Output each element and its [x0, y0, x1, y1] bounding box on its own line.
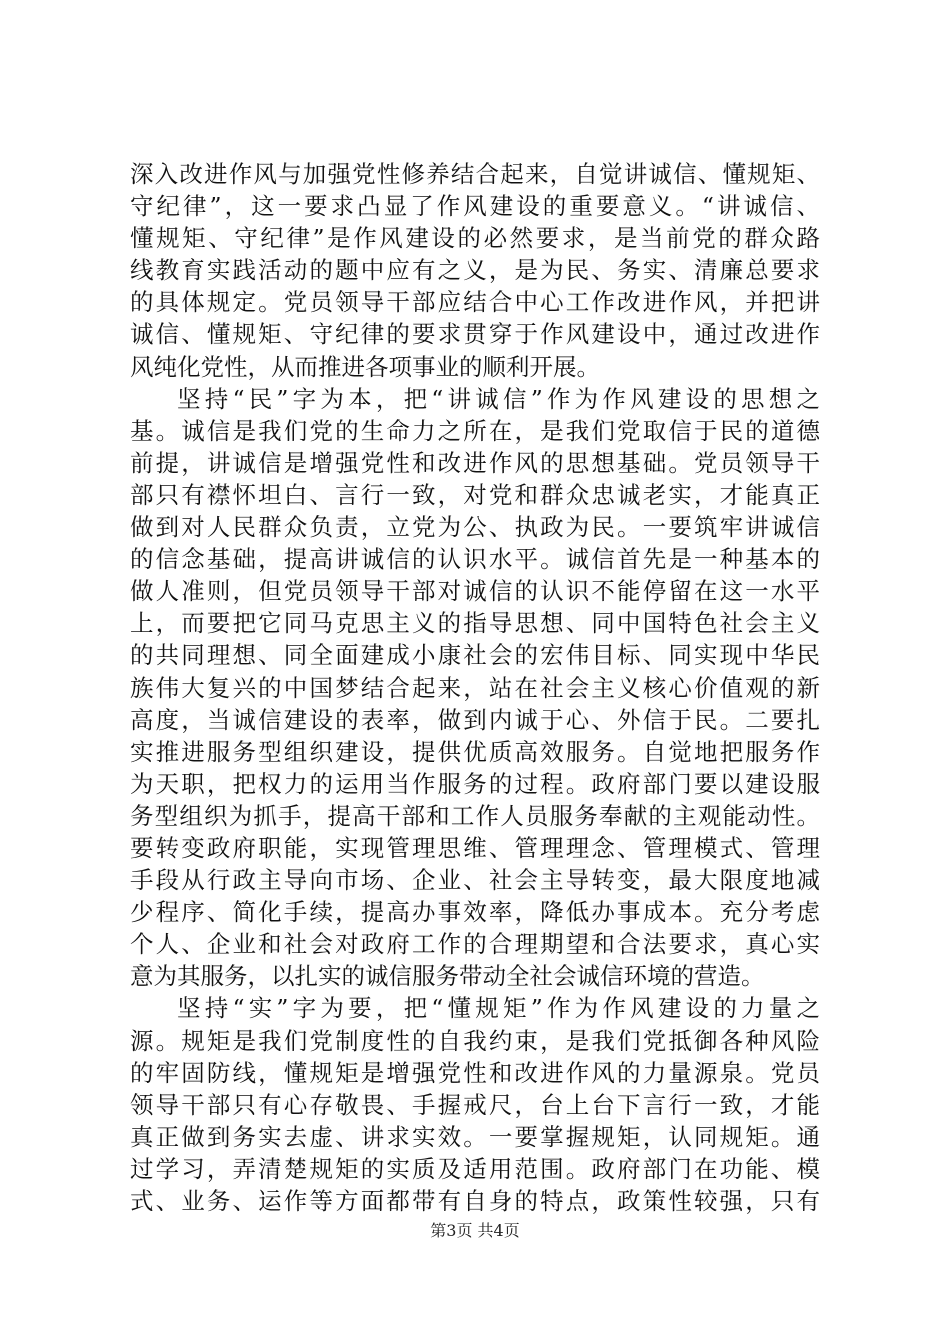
- text-line: 的具体规定。党员领导干部应结合中心工作改进作风，并把讲: [130, 288, 820, 317]
- text-line: 的信念基础，提高讲诚信的认识水平。诚信首先是一种基本的: [130, 545, 820, 574]
- text-line: 懂规矩、守纪律”是作风建设的必然要求，是当前党的群众路: [130, 224, 820, 253]
- text-line: 坚持“实”字为要，把“懂规矩”作为作风建设的力量之: [177, 994, 820, 1023]
- text-line: 诚信、懂规矩、守纪律的要求贯穿于作风建设中，通过改进作: [130, 320, 820, 349]
- text-line: 线教育实践活动的题中应有之义，是为民、务实、清廉总要求: [130, 256, 820, 285]
- text-line: 过学习，弄清楚规矩的实质及适用范围。政府部门在功能、模: [130, 1154, 820, 1183]
- text-line: 领导干部只有心存敬畏、手握戒尺，台上台下言行一致，才能: [130, 1090, 820, 1119]
- text-line: 务型组织为抓手，提高干部和工作人员服务奉献的主观能动性。: [130, 801, 820, 830]
- text-line: 上，而要把它同马克思主义的指导思想、同中国特色社会主义: [130, 609, 820, 638]
- text-line: 式、业务、运作等方面都带有自身的特点，政策性较强，只有: [130, 1187, 820, 1215]
- text-line: 前提，讲诚信是增强党性和改进作风的思想基础。党员领导干: [130, 448, 820, 477]
- text-line: 风纯化党性，从而推进各项事业的顺利开展。: [130, 352, 600, 381]
- text-line: 族伟大复兴的中国梦结合起来，站在社会主义核心价值观的新: [130, 673, 820, 702]
- text-line: 要转变政府职能，实现管理思维、管理理念、管理模式、管理: [130, 833, 820, 862]
- text-line: 坚持“民”字为本，把“讲诚信”作为作风建设的思想之: [177, 384, 820, 413]
- document-body: [130, 158, 820, 1217]
- text-line: 手段从行政主导向市场、企业、社会主导转变，最大限度地减: [130, 866, 820, 895]
- text-line: 守纪律”，这一要求凸显了作风建设的重要意义。“讲诚信、: [130, 192, 820, 221]
- text-line: 少程序、简化手续，提高办事效率，降低办事成本。充分考虑: [130, 898, 820, 927]
- text-line: 的牢固防线，懂规矩是增强党性和改进作风的力量源泉。党员: [130, 1058, 820, 1087]
- text-line: 深入改进作风与加强党性修养结合起来，自觉讲诚信、懂规矩、: [130, 160, 820, 188]
- text-line: 个人、企业和社会对政府工作的合理期望和合法要求，真心实: [130, 930, 820, 959]
- text-line: 部只有襟怀坦白、言行一致，对党和群众忠诚老实，才能真正: [130, 480, 820, 509]
- text-line: 做到对人民群众负责，立党为公、执政为民。一要筑牢讲诚信: [130, 513, 820, 542]
- text-line: 意为其服务，以扎实的诚信服务带动全社会诚信环境的营造。: [130, 962, 765, 991]
- text-line: 的共同理想、同全面建成小康社会的宏伟目标、同实现中华民: [130, 641, 820, 670]
- text-line: 基。诚信是我们党的生命力之所在，是我们党取信于民的道德: [130, 416, 820, 445]
- text-line: 为天职，把权力的运用当作服务的过程。政府部门要以建设服: [130, 769, 820, 798]
- text-line: 源。规矩是我们党制度性的自我约束，是我们党抵御各种风险: [130, 1026, 820, 1055]
- text-line: 高度，当诚信建设的表率，做到内诚于心、外信于民。二要扎: [130, 705, 820, 734]
- text-line: 真正做到务实去虚、讲求实效。一要掌握规矩，认同规矩。通: [130, 1122, 820, 1151]
- text-line: 实推进服务型组织建设，提供优质高效服务。自觉地把服务作: [130, 737, 820, 766]
- text-line: 做人准则，但党员领导干部对诚信的认识不能停留在这一水平: [130, 577, 820, 606]
- page-footer: 第3页 共4页: [430, 1221, 520, 1240]
